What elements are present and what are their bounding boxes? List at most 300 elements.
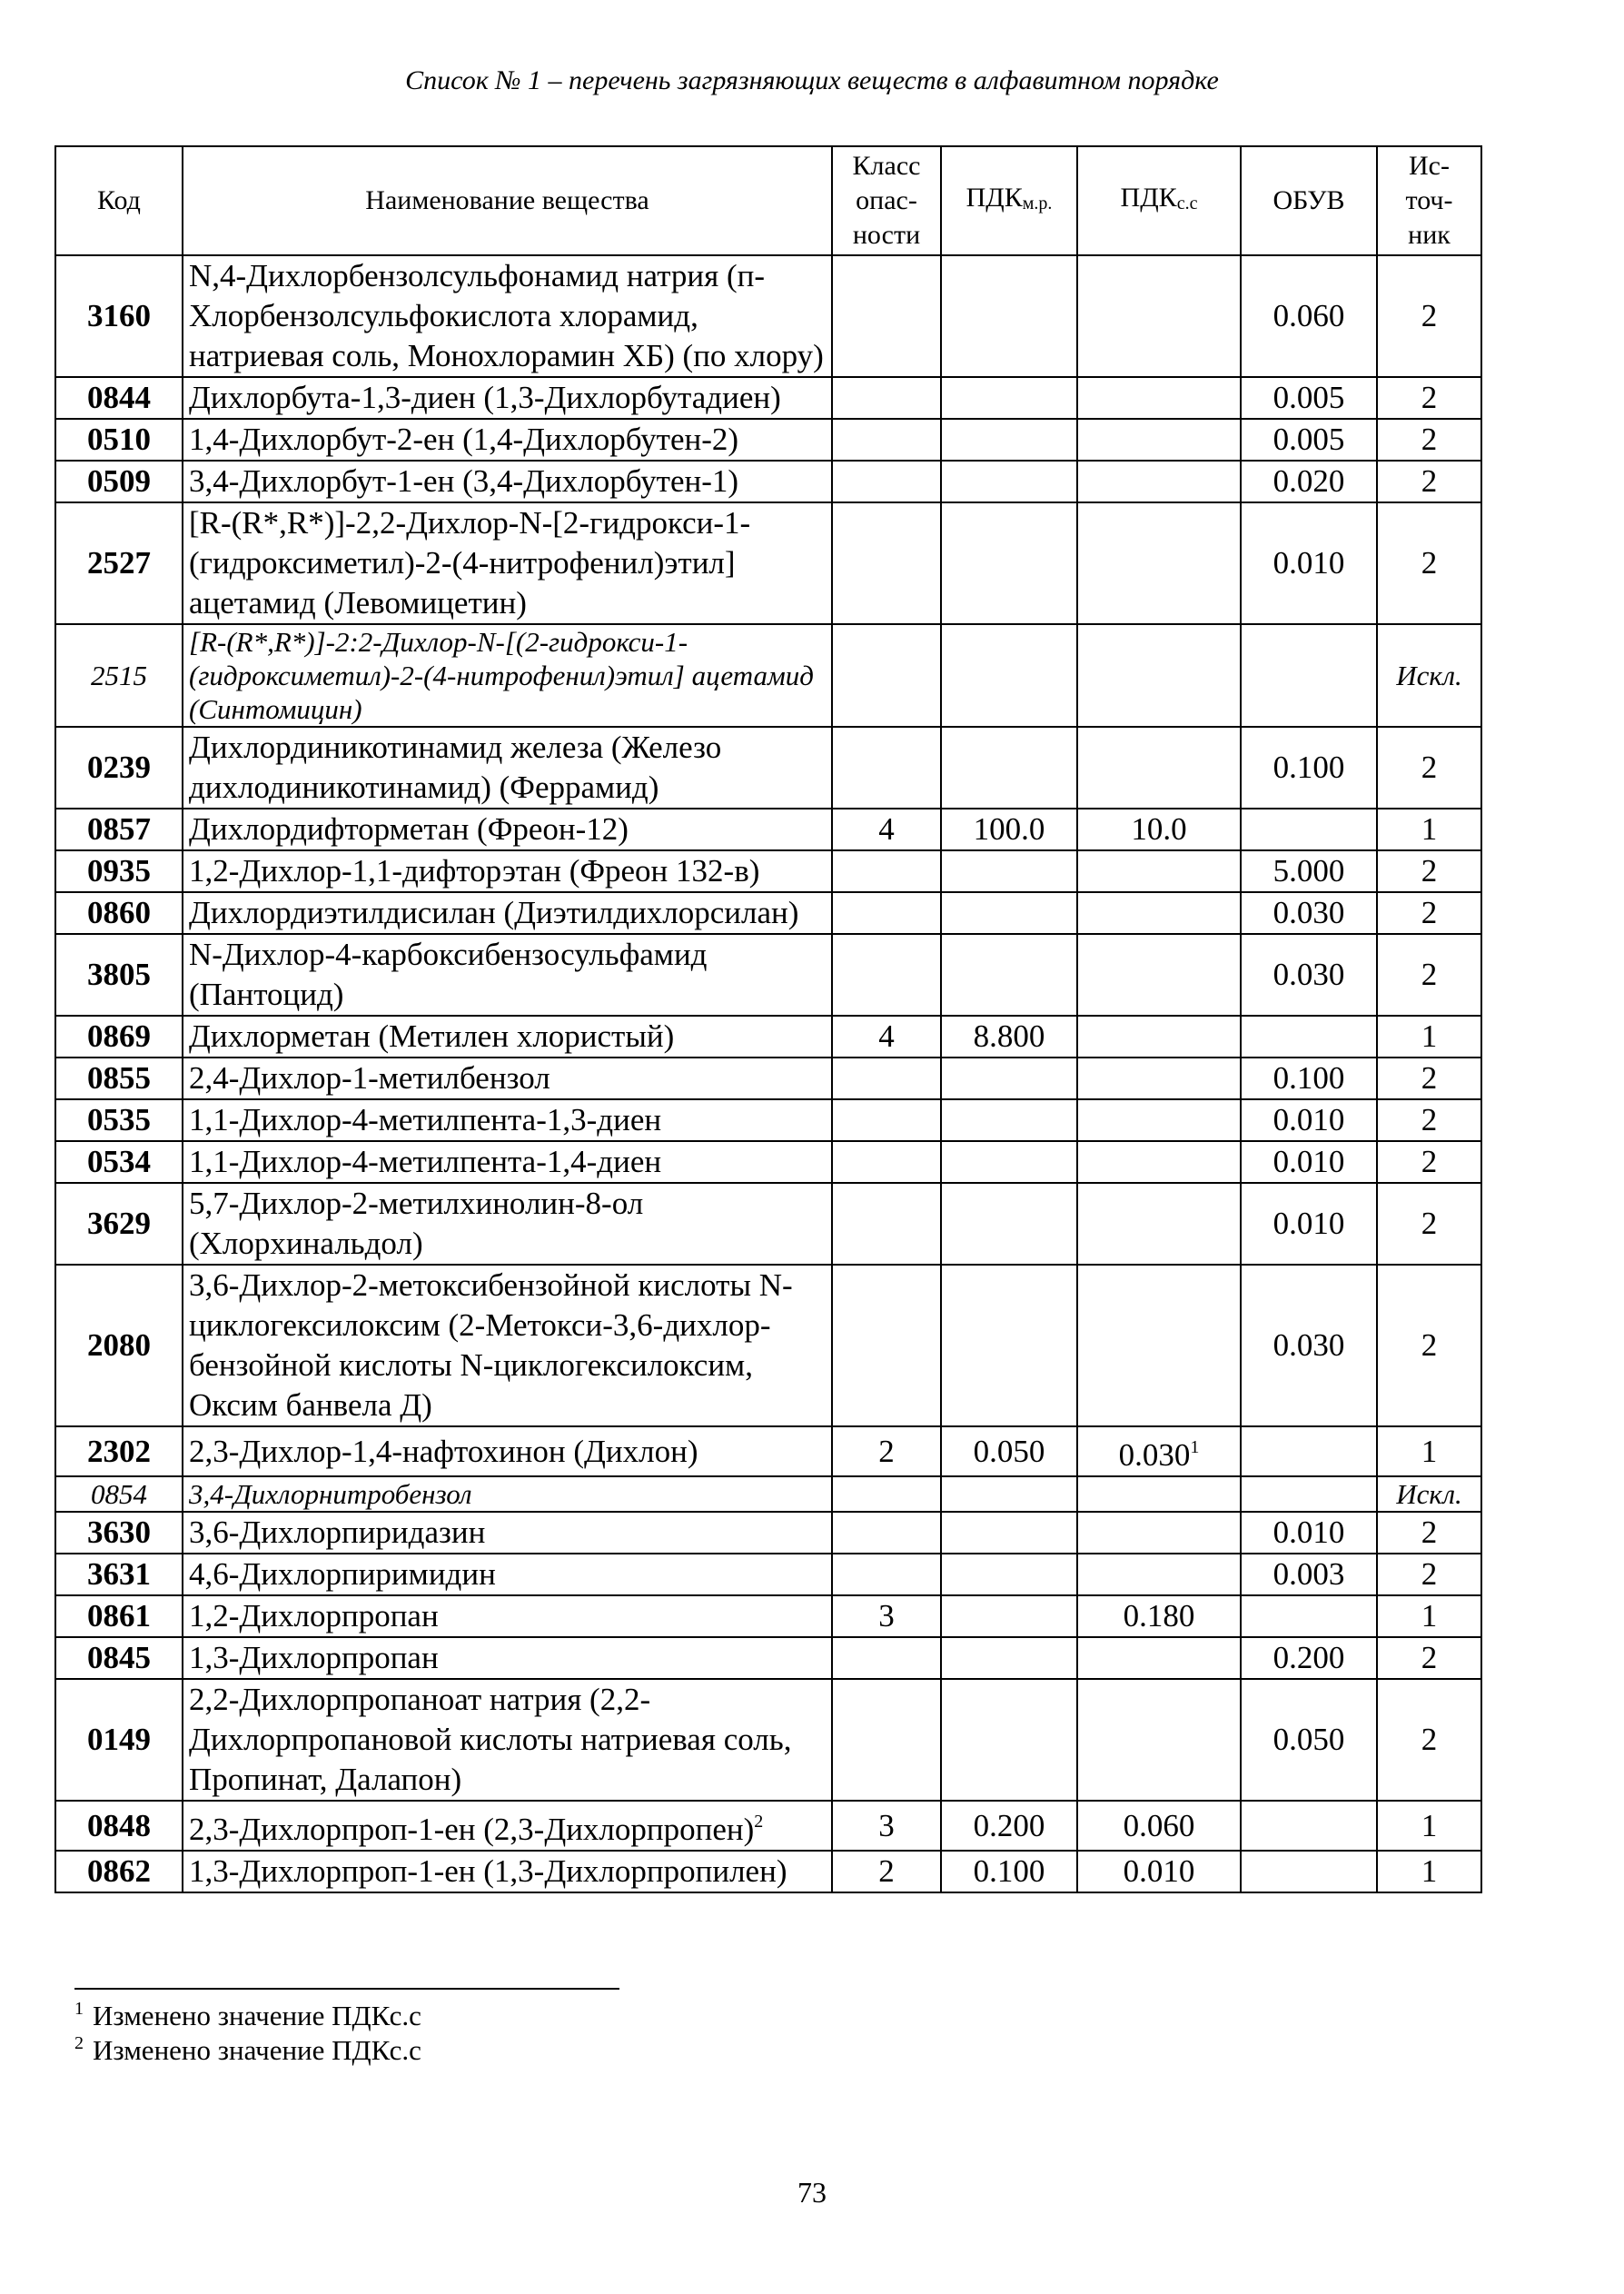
- table-row: [55, 255, 1481, 377]
- cell-code-text: 0860: [87, 895, 151, 930]
- cell-obuv: [1241, 850, 1377, 892]
- cell-source-text: 2: [1421, 1640, 1438, 1675]
- cell-pdk-mr: [941, 892, 1077, 934]
- cell-obuv: [1241, 1476, 1377, 1512]
- cell-code: [55, 1801, 183, 1851]
- cell-obuv-text: 0.030: [1272, 957, 1345, 992]
- cell-pdk-mr-text: 100.0: [973, 811, 1045, 847]
- cell-code: [55, 1554, 183, 1595]
- cell-obuv: [1241, 1426, 1377, 1476]
- cell-pdk-ss: [1077, 1016, 1241, 1058]
- header-hazard-class: Класс опас- ности: [832, 146, 941, 255]
- cell-substance-name-text: 3,6-Дихлор-2-метоксибензойной кислоты N-циклогексилоксим (2-Метокси-3,6-дихлор-бензойной кислоты N-циклогексилоксим, Оксим банвела Д): [189, 1267, 793, 1423]
- cell-hazard-class: [832, 809, 941, 850]
- cell-source-text: 2: [1421, 1514, 1438, 1550]
- cell-pdk-mr: [941, 727, 1077, 809]
- cell-hazard-class: [832, 1595, 941, 1637]
- header-pdk-mr-base: ПДК: [965, 183, 1023, 213]
- cell-source-text: 1: [1421, 1598, 1438, 1634]
- cell-substance-name-text: Дихлорметан (Метилен хлористый): [189, 1018, 675, 1054]
- cell-source: [1377, 1099, 1481, 1141]
- cell-code: [55, 1058, 183, 1099]
- cell-code-text: 0845: [87, 1640, 151, 1675]
- cell-source: [1377, 502, 1481, 624]
- cell-source-text: 2: [1421, 957, 1438, 992]
- cell-substance-name: [183, 1679, 832, 1801]
- cell-pdk-mr: [941, 1595, 1077, 1637]
- cell-source: [1377, 934, 1481, 1016]
- cell-source-text: 1: [1421, 1433, 1438, 1469]
- cell-hazard-class: [832, 727, 941, 809]
- cell-obuv-text: 0.010: [1272, 1102, 1345, 1137]
- cell-source-text: 2: [1421, 380, 1438, 415]
- cell-code-text: 3805: [87, 957, 151, 992]
- cell-pdk-ss: [1077, 1476, 1241, 1512]
- cell-pdk-mr: [941, 1476, 1077, 1512]
- cell-pdk-ss: [1077, 1637, 1241, 1679]
- cell-code-text: 3631: [87, 1556, 151, 1592]
- cell-source: [1377, 1679, 1481, 1801]
- cell-pdk-ss: [1077, 1679, 1241, 1801]
- cell-pdk-ss: [1077, 850, 1241, 892]
- cell-substance-name: [183, 850, 832, 892]
- cell-source-text: 2: [1421, 895, 1438, 930]
- table-row: [55, 624, 1481, 727]
- footnote-reference: 1: [1190, 1437, 1200, 1457]
- cell-obuv: [1241, 1595, 1377, 1637]
- page-number: 73: [797, 2176, 827, 2209]
- cell-substance-name-text: 2,4-Дихлор-1-метилбензол: [189, 1060, 550, 1096]
- cell-source-text: 1: [1421, 1853, 1438, 1889]
- cell-source-text: 2: [1421, 1327, 1438, 1363]
- cell-pdk-ss: [1077, 1099, 1241, 1141]
- cell-obuv: [1241, 1554, 1377, 1595]
- cell-pdk-ss: [1077, 1265, 1241, 1426]
- cell-substance-name: [183, 624, 832, 727]
- cell-obuv: [1241, 1679, 1377, 1801]
- cell-source-text: 2: [1421, 1206, 1438, 1241]
- cell-hazard-class: [832, 624, 941, 727]
- table-row: [55, 727, 1481, 809]
- cell-code-text: 0861: [87, 1598, 151, 1634]
- header-name: Наименование вещества: [183, 146, 832, 255]
- cell-source: [1377, 1265, 1481, 1426]
- cell-obuv-text: 5.000: [1272, 853, 1345, 889]
- cell-substance-name: [183, 809, 832, 850]
- cell-code: [55, 1637, 183, 1679]
- pollutants-table: [54, 145, 1482, 1893]
- cell-pdk-ss: [1077, 502, 1241, 624]
- table-row: [55, 1016, 1481, 1058]
- cell-obuv-text: 0.005: [1272, 422, 1345, 457]
- cell-source: [1377, 1637, 1481, 1679]
- cell-source: [1377, 1595, 1481, 1637]
- cell-code-text: 0848: [87, 1807, 151, 1843]
- cell-pdk-mr: [941, 255, 1077, 377]
- table-row: [55, 1141, 1481, 1183]
- cell-code-text: 0534: [87, 1144, 151, 1179]
- footnote-rule: [74, 1988, 619, 1990]
- cell-hazard-class-text: 3: [878, 1807, 895, 1843]
- cell-code: [55, 1426, 183, 1476]
- cell-pdk-ss: [1077, 624, 1241, 727]
- cell-hazard-class-text: 4: [878, 811, 895, 847]
- cell-substance-name-text: 3,4-Дихлорбут-1-ен (3,4-Дихлорбутен-1): [189, 463, 739, 499]
- cell-code: [55, 934, 183, 1016]
- cell-code-text: 3630: [87, 1514, 151, 1550]
- cell-obuv: [1241, 1265, 1377, 1426]
- cell-obuv: [1241, 727, 1377, 809]
- cell-obuv: [1241, 934, 1377, 1016]
- cell-source: [1377, 1801, 1481, 1851]
- header-code: Код: [55, 146, 183, 255]
- cell-pdk-mr-text: 0.100: [973, 1853, 1045, 1889]
- cell-substance-name-text: 2,3-Дихлор-1,4-нафтохинон (Дихлон): [189, 1433, 698, 1469]
- cell-substance-name: [183, 892, 832, 934]
- table-row: [55, 1801, 1481, 1851]
- cell-pdk-mr: [941, 1426, 1077, 1476]
- table-row: [55, 1476, 1481, 1512]
- cell-code-text: 0862: [87, 1853, 151, 1889]
- cell-code: [55, 1512, 183, 1554]
- cell-pdk-mr: [941, 1851, 1077, 1892]
- header-pdk-ss-base: ПДК: [1120, 183, 1177, 213]
- cell-substance-name: [183, 419, 832, 461]
- cell-code-text: 0854: [91, 1478, 147, 1510]
- footnote-text: Изменено значение ПДКс.с: [93, 2000, 421, 2031]
- cell-obuv-text: 0.100: [1272, 1060, 1345, 1096]
- cell-hazard-class: [832, 1679, 941, 1801]
- cell-pdk-mr: [941, 419, 1077, 461]
- cell-pdk-ss: [1077, 1554, 1241, 1595]
- cell-pdk-ss: [1077, 1595, 1241, 1637]
- cell-pdk-mr: [941, 1679, 1077, 1801]
- table-row: [55, 1679, 1481, 1801]
- cell-code-text: 2515: [91, 660, 147, 691]
- cell-pdk-mr: [941, 624, 1077, 727]
- cell-obuv: [1241, 1016, 1377, 1058]
- cell-hazard-class: [832, 1426, 941, 1476]
- cell-substance-name-text: 5,7-Дихлор-2-метилхинолин-8-ол (Хлорхинальдол): [189, 1186, 644, 1261]
- cell-pdk-mr: [941, 1183, 1077, 1265]
- cell-hazard-class: [832, 1476, 941, 1512]
- cell-substance-name: [183, 1512, 832, 1554]
- cell-pdk-ss-text: 0.180: [1123, 1598, 1195, 1634]
- cell-source: [1377, 1183, 1481, 1265]
- cell-obuv-text: 0.010: [1272, 1206, 1345, 1241]
- cell-substance-name-text: 1,3-Дихлорпроп-1-ен (1,3-Дихлорпропилен): [189, 1853, 787, 1889]
- cell-pdk-mr: [941, 850, 1077, 892]
- cell-obuv: [1241, 419, 1377, 461]
- footnote-reference: 2: [754, 1812, 764, 1832]
- cell-obuv: [1241, 1099, 1377, 1141]
- cell-substance-name: [183, 1265, 832, 1426]
- page-title: Список № 1 – перечень загрязняющих веществ в алфавитном порядке: [405, 65, 1219, 95]
- cell-obuv-text: 0.200: [1272, 1640, 1345, 1675]
- cell-source: [1377, 1554, 1481, 1595]
- cell-source-text: Искл.: [1396, 660, 1462, 691]
- cell-substance-name-text: Дихлордифторметан (Фреон-12): [189, 811, 629, 847]
- cell-source-text: 2: [1421, 463, 1438, 499]
- table-row: [55, 809, 1481, 850]
- cell-substance-name: [183, 1801, 832, 1851]
- cell-hazard-class: [832, 1851, 941, 1892]
- cell-code-text: 0510: [87, 422, 151, 457]
- footnote-text: Изменено значение ПДКс.с: [93, 2034, 421, 2066]
- cell-source: [1377, 727, 1481, 809]
- cell-code: [55, 1016, 183, 1058]
- cell-code: [55, 727, 183, 809]
- cell-source: [1377, 1426, 1481, 1476]
- cell-pdk-ss: [1077, 419, 1241, 461]
- cell-substance-name: [183, 1016, 832, 1058]
- cell-code-text: 0855: [87, 1060, 151, 1096]
- table-row: [55, 934, 1481, 1016]
- cell-code-text: 0535: [87, 1102, 151, 1137]
- cell-obuv: [1241, 1851, 1377, 1892]
- cell-obuv-text: 0.003: [1272, 1556, 1345, 1592]
- cell-hazard-class: [832, 1637, 941, 1679]
- cell-pdk-mr-text: 0.050: [973, 1433, 1045, 1469]
- cell-substance-name-text: 2,3-Дихлорпроп-1-ен (2,3-Дихлорпропен): [189, 1812, 755, 1847]
- cell-pdk-mr-text: 0.200: [973, 1807, 1045, 1843]
- cell-pdk-ss: [1077, 1801, 1241, 1851]
- cell-obuv: [1241, 1141, 1377, 1183]
- table-row: [55, 1265, 1481, 1426]
- table-row: [55, 1554, 1481, 1595]
- footnotes: [74, 1988, 619, 2068]
- cell-pdk-ss: [1077, 1058, 1241, 1099]
- cell-hazard-class: [832, 1265, 941, 1426]
- cell-pdk-ss: [1077, 1141, 1241, 1183]
- cell-substance-name-text: 3,4-Дихлорнитробензол: [189, 1478, 472, 1510]
- table-row: [55, 461, 1481, 502]
- table-row: [55, 1851, 1481, 1892]
- cell-code-text: 0869: [87, 1018, 151, 1054]
- cell-obuv: [1241, 892, 1377, 934]
- cell-substance-name: [183, 1058, 832, 1099]
- cell-pdk-ss: [1077, 934, 1241, 1016]
- table-row: [55, 419, 1481, 461]
- cell-code: [55, 892, 183, 934]
- cell-pdk-ss: [1077, 1851, 1241, 1892]
- footnote-2: [74, 2033, 619, 2068]
- footnote-mark: 2: [74, 2033, 84, 2053]
- cell-hazard-class: [832, 419, 941, 461]
- cell-substance-name-text: Дихлординикотинамид железа (Железо дихлодиникотинамид) (Феррамид): [189, 730, 722, 805]
- cell-hazard-class: [832, 1801, 941, 1851]
- cell-obuv: [1241, 255, 1377, 377]
- cell-substance-name: [183, 1595, 832, 1637]
- cell-obuv-text: 0.010: [1272, 1514, 1345, 1550]
- cell-code: [55, 419, 183, 461]
- header-source: Ис- точ- ник: [1377, 146, 1481, 255]
- cell-substance-name-text: N-Дихлор-4-карбоксибензосульфамид (Пантоцид): [189, 937, 708, 1012]
- cell-source: [1377, 1851, 1481, 1892]
- cell-code-text: 0149: [87, 1722, 151, 1757]
- cell-code: [55, 1141, 183, 1183]
- cell-obuv-text: 0.030: [1272, 895, 1345, 930]
- cell-source: [1377, 377, 1481, 419]
- cell-source-text: 2: [1421, 853, 1438, 889]
- cell-substance-name-text: 1,2-Дихлор-1,1-дифторэтан (Фреон 132-в): [189, 853, 760, 889]
- cell-hazard-class: [832, 892, 941, 934]
- cell-hazard-class: [832, 1016, 941, 1058]
- cell-hazard-class-text: 4: [878, 1018, 895, 1054]
- cell-obuv-text: 0.050: [1272, 1722, 1345, 1757]
- cell-obuv-text: 0.100: [1272, 750, 1345, 785]
- cell-code: [55, 461, 183, 502]
- cell-pdk-ss: [1077, 892, 1241, 934]
- cell-hazard-class: [832, 850, 941, 892]
- cell-substance-name-text: [R-(R*,R*)]-2:2-Дихлор-N-[(2-гидрокси-1-(гидроксиметил)-2-(4-нитрофенил)этил] ацетамид (Синтомицин): [189, 626, 814, 725]
- header-pdk-ss-sub: с.с: [1176, 194, 1198, 214]
- cell-pdk-ss: [1077, 255, 1241, 377]
- cell-code-text: 0857: [87, 811, 151, 847]
- cell-obuv-text: 0.060: [1272, 298, 1345, 333]
- cell-substance-name: [183, 255, 832, 377]
- cell-substance-name: [183, 934, 832, 1016]
- cell-substance-name-text: 3,6-Дихлорпиридазин: [189, 1514, 486, 1550]
- cell-code: [55, 255, 183, 377]
- cell-source-text: 2: [1421, 1060, 1438, 1096]
- cell-pdk-mr: [941, 934, 1077, 1016]
- cell-source-text: Искл.: [1396, 1478, 1462, 1510]
- header-pdk-mr: [941, 146, 1077, 255]
- cell-pdk-mr: [941, 1141, 1077, 1183]
- header-pdk-mr-sub: м.р.: [1022, 194, 1053, 214]
- cell-hazard-class: [832, 1183, 941, 1265]
- cell-obuv: [1241, 1637, 1377, 1679]
- cell-obuv: [1241, 1058, 1377, 1099]
- cell-source: [1377, 419, 1481, 461]
- cell-substance-name: [183, 1099, 832, 1141]
- cell-code-text: 0844: [87, 380, 151, 415]
- cell-code: [55, 624, 183, 727]
- cell-code-text: 3160: [87, 298, 151, 333]
- cell-code: [55, 1476, 183, 1512]
- cell-pdk-ss: [1077, 461, 1241, 502]
- cell-hazard-class-text: 2: [878, 1853, 895, 1889]
- cell-pdk-mr: [941, 1512, 1077, 1554]
- cell-source: [1377, 461, 1481, 502]
- table-row: [55, 1512, 1481, 1554]
- cell-substance-name-text: Дихлорбута-1,3-диен (1,3-Дихлорбутадиен): [189, 380, 781, 415]
- cell-source-text: 2: [1421, 545, 1438, 581]
- cell-code: [55, 850, 183, 892]
- footnote-1: [74, 1999, 619, 2033]
- cell-hazard-class: [832, 934, 941, 1016]
- cell-hazard-class: [832, 1141, 941, 1183]
- cell-code-text: 3629: [87, 1206, 151, 1241]
- cell-substance-name-text: [R-(R*,R*)]-2,2-Дихлор-N-[2-гидрокси-1-(гидроксиметил)-2-(4-нитрофенил)этил] ацетамид (Левомицетин): [189, 505, 751, 621]
- cell-code-text: 0509: [87, 463, 151, 499]
- cell-obuv-text: 0.020: [1272, 463, 1345, 499]
- cell-code: [55, 502, 183, 624]
- cell-substance-name: [183, 1554, 832, 1595]
- cell-pdk-ss-text: 0.010: [1123, 1853, 1195, 1889]
- cell-hazard-class: [832, 1058, 941, 1099]
- cell-obuv: [1241, 1183, 1377, 1265]
- cell-code-text: 2302: [87, 1433, 151, 1469]
- cell-pdk-mr: [941, 809, 1077, 850]
- cell-code: [55, 1265, 183, 1426]
- cell-substance-name-text: 1,1-Дихлор-4-метилпента-1,3-диен: [189, 1102, 662, 1137]
- header-obuv: ОБУВ: [1241, 146, 1377, 255]
- table-row: [55, 1058, 1481, 1099]
- cell-pdk-ss-text: 10.0: [1131, 811, 1187, 847]
- cell-code-text: 2527: [87, 545, 151, 581]
- cell-substance-name: [183, 502, 832, 624]
- cell-source-text: 2: [1421, 422, 1438, 457]
- cell-code: [55, 1679, 183, 1801]
- cell-obuv-text: 0.010: [1272, 1144, 1345, 1179]
- cell-pdk-mr: [941, 461, 1077, 502]
- cell-source: [1377, 255, 1481, 377]
- footnote-mark: 1: [74, 1999, 84, 2019]
- table-row: [55, 1183, 1481, 1265]
- header-pdk-ss: [1077, 146, 1241, 255]
- cell-source-text: 2: [1421, 750, 1438, 785]
- cell-hazard-class: [832, 461, 941, 502]
- cell-pdk-ss: [1077, 727, 1241, 809]
- cell-code: [55, 1099, 183, 1141]
- cell-pdk-ss: [1077, 1183, 1241, 1265]
- table-row: [55, 892, 1481, 934]
- cell-source: [1377, 1512, 1481, 1554]
- cell-source-text: 2: [1421, 298, 1438, 333]
- cell-code: [55, 1851, 183, 1892]
- table-row: [55, 502, 1481, 624]
- table-body: [55, 255, 1481, 1892]
- cell-code-text: 0239: [87, 750, 151, 785]
- cell-source: [1377, 1141, 1481, 1183]
- cell-source-text: 2: [1421, 1102, 1438, 1137]
- cell-pdk-mr: [941, 1801, 1077, 1851]
- cell-substance-name-text: 1,2-Дихлорпропан: [189, 1598, 439, 1634]
- table-row: [55, 1426, 1481, 1476]
- cell-substance-name: [183, 727, 832, 809]
- cell-obuv: [1241, 1801, 1377, 1851]
- cell-substance-name-text: 1,1-Дихлор-4-метилпента-1,4-диен: [189, 1144, 662, 1179]
- cell-obuv: [1241, 502, 1377, 624]
- cell-pdk-ss: [1077, 809, 1241, 850]
- cell-hazard-class-text: 3: [878, 1598, 895, 1634]
- cell-obuv: [1241, 624, 1377, 727]
- cell-hazard-class: [832, 1099, 941, 1141]
- cell-pdk-mr-text: 8.800: [973, 1018, 1045, 1054]
- cell-source: [1377, 850, 1481, 892]
- cell-source: [1377, 809, 1481, 850]
- cell-hazard-class: [832, 502, 941, 624]
- cell-source-text: 2: [1421, 1722, 1438, 1757]
- cell-pdk-mr: [941, 1637, 1077, 1679]
- cell-substance-name-text: N,4-Дихлорбензолсульфонамид натрия (п-Хлорбензолсульфокислота хлорамид, натриевая соль, Монохлорамин ХБ) (по хлору): [189, 258, 824, 373]
- cell-obuv: [1241, 1512, 1377, 1554]
- cell-pdk-ss-text: 0.060: [1123, 1807, 1195, 1843]
- cell-pdk-mr: [941, 1554, 1077, 1595]
- cell-pdk-ss: [1077, 377, 1241, 419]
- cell-source-text: 1: [1421, 1807, 1438, 1843]
- cell-obuv: [1241, 809, 1377, 850]
- cell-substance-name: [183, 1426, 832, 1476]
- cell-source: [1377, 892, 1481, 934]
- table-row: [55, 1637, 1481, 1679]
- cell-code: [55, 809, 183, 850]
- table-row: [55, 377, 1481, 419]
- cell-obuv-text: 0.005: [1272, 380, 1345, 415]
- cell-substance-name: [183, 1851, 832, 1892]
